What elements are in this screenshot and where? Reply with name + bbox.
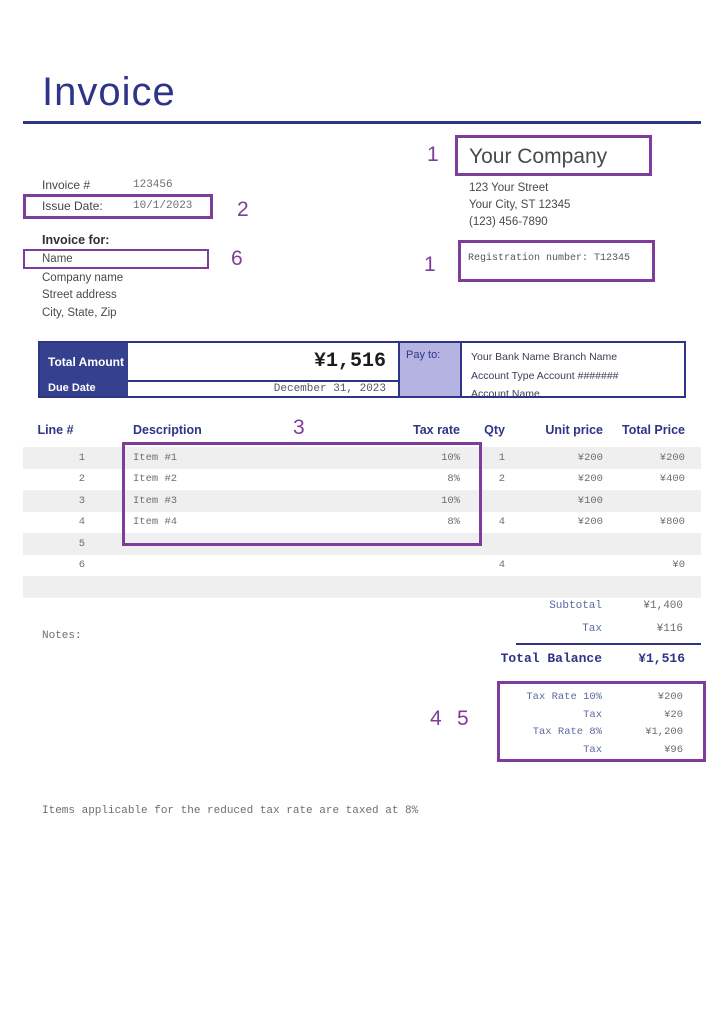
- tax-breakdown-row: [500, 724, 703, 742]
- company-address-line: Your City, ST 12345: [469, 199, 571, 211]
- table-row: [23, 555, 701, 577]
- header-unit-price: Unit price: [545, 423, 603, 437]
- tax-10-value: ¥20: [664, 708, 683, 721]
- cell-tax-rate: 10%: [441, 451, 460, 464]
- tax-rate-10-value: ¥200: [657, 691, 683, 703]
- pay-to-label: Pay to:: [400, 343, 462, 396]
- cell-qty: 2: [498, 473, 505, 486]
- cell-tax-rate: [378, 533, 463, 555]
- table-row: [23, 447, 701, 469]
- cell-total-price: ¥0: [672, 559, 685, 572]
- cell-description: Item #4: [133, 516, 178, 529]
- cell-unit-price: ¥200: [577, 473, 603, 486]
- issue-date-label: Issue Date:: [42, 199, 103, 213]
- cell-total-price: [606, 533, 701, 555]
- cell-unit-price: [508, 555, 606, 577]
- total-amount-label: Total Amount: [40, 343, 128, 380]
- company-name: Your Company: [469, 145, 608, 168]
- tax-row: [404, 623, 701, 635]
- cell-qty: 1: [498, 451, 505, 464]
- invoice-number-label: Invoice #: [42, 178, 91, 192]
- total-balance-value: ¥1,516: [638, 651, 685, 666]
- bill-to-city: City, State, Zip: [42, 307, 117, 319]
- cell-line: 3: [78, 494, 85, 507]
- subtotal-label: Subtotal: [549, 600, 602, 612]
- cell-description: Item #2: [133, 473, 178, 486]
- cell-line: 5: [78, 537, 85, 550]
- tax-rate-8-label: Tax Rate 8%: [532, 726, 602, 738]
- annotation-number-5: 5: [457, 707, 469, 730]
- bill-to-company: Company name: [42, 272, 124, 284]
- cell-description: [88, 576, 378, 598]
- annotation-number-6: 6: [231, 247, 243, 270]
- tax-10-label: Tax: [583, 708, 602, 721]
- tax-rate-10-label: Tax Rate 10%: [526, 691, 602, 703]
- notes-label: Notes:: [42, 630, 82, 642]
- company-address-line: 123 Your Street: [469, 182, 549, 194]
- cell-tax-rate: 10%: [441, 494, 460, 507]
- cell-unit-price: [508, 533, 606, 555]
- cell-line: 6: [78, 559, 85, 572]
- annotation-number-2: 2: [237, 198, 249, 221]
- title-divider: [23, 121, 701, 124]
- cell-tax-rate: [378, 555, 463, 577]
- cell-description: Item #3: [133, 494, 178, 507]
- issue-date-value: 10/1/2023: [133, 200, 193, 212]
- due-date-label: Due Date: [40, 380, 128, 396]
- table-row: [23, 490, 701, 512]
- cell-total-price: [606, 576, 701, 598]
- tax-breakdown-row: [500, 742, 703, 760]
- items-table-header: [23, 421, 701, 439]
- cell-description: Item #1: [133, 451, 178, 464]
- tax-8-label: Tax: [583, 743, 602, 756]
- annotation-number-3: 3: [293, 416, 305, 439]
- annotation-number-4: 4: [430, 707, 442, 730]
- totals-divider: [516, 643, 701, 645]
- cell-total-price: ¥400: [659, 473, 685, 486]
- subtotal-row: [404, 600, 701, 612]
- tax-breakdown-box: [497, 681, 706, 762]
- cell-qty: [463, 576, 508, 598]
- table-row: [23, 469, 701, 491]
- cell-qty: 4: [498, 516, 505, 529]
- company-phone: (123) 456-7890: [469, 216, 548, 228]
- cell-line: [23, 576, 88, 598]
- header-qty: Qty: [484, 423, 505, 437]
- cell-qty: [463, 490, 508, 512]
- subtotal-value: ¥1,400: [643, 600, 683, 612]
- bill-to-heading: Invoice for:: [42, 233, 110, 247]
- header-description: Description: [133, 423, 202, 437]
- due-date-value: December 31, 2023: [128, 380, 400, 396]
- cell-line: 4: [78, 516, 85, 529]
- total-balance-row: [404, 651, 701, 666]
- cell-unit-price: ¥200: [577, 516, 603, 529]
- table-row: [23, 533, 701, 555]
- total-balance-label: Total Balance: [500, 651, 602, 666]
- summary-box: [38, 341, 686, 398]
- registration-number: Registration number: T12345: [468, 253, 631, 264]
- annotation-number-1-company: 1: [427, 143, 439, 166]
- items-table-body: [23, 447, 701, 598]
- cell-description: [88, 555, 378, 577]
- bill-to-street: Street address: [42, 289, 117, 301]
- page-title: Invoice: [42, 70, 176, 114]
- cell-unit-price: [508, 576, 606, 598]
- table-row: [23, 512, 701, 534]
- account-type-line: Account Type Account #######: [471, 369, 619, 382]
- header-total-price: Total Price: [622, 423, 685, 437]
- annotation-number-1-registration: 1: [424, 253, 436, 276]
- tax-label: Tax: [582, 623, 602, 635]
- cell-description: [88, 533, 378, 555]
- header-line-number: Line #: [37, 423, 74, 437]
- invoice-number-value: 123456: [133, 179, 173, 191]
- reduced-tax-footnote: Items applicable for the reduced tax rate are taxed at 8%: [42, 805, 419, 817]
- account-name-line: Account Name: [471, 388, 540, 400]
- cell-total-price: [606, 490, 701, 512]
- cell-unit-price: ¥200: [577, 451, 603, 464]
- cell-qty: 4: [498, 559, 505, 572]
- tax-8-value: ¥96: [664, 743, 683, 756]
- cell-qty: [463, 533, 508, 555]
- cell-tax-rate: 8%: [447, 473, 460, 486]
- table-row: [23, 576, 701, 598]
- cell-line: 2: [78, 473, 85, 486]
- header-tax-rate: Tax rate: [412, 423, 460, 437]
- cell-total-price: ¥200: [659, 451, 685, 464]
- tax-rate-8-value: ¥1,200: [645, 726, 683, 738]
- cell-total-price: ¥800: [659, 516, 685, 529]
- cell-unit-price: ¥100: [577, 494, 603, 507]
- bill-to-name: Name: [42, 253, 73, 265]
- bank-name-line: Your Bank Name Branch Name: [471, 351, 618, 363]
- tax-breakdown-row: [500, 707, 703, 725]
- tax-value: ¥116: [656, 623, 683, 635]
- tax-breakdown-row: [500, 689, 703, 707]
- total-amount-value: ¥1,516: [128, 343, 400, 380]
- bank-details: [462, 343, 684, 400]
- cell-line: 1: [78, 451, 85, 464]
- cell-tax-rate: [378, 576, 463, 598]
- cell-tax-rate: 8%: [447, 516, 460, 529]
